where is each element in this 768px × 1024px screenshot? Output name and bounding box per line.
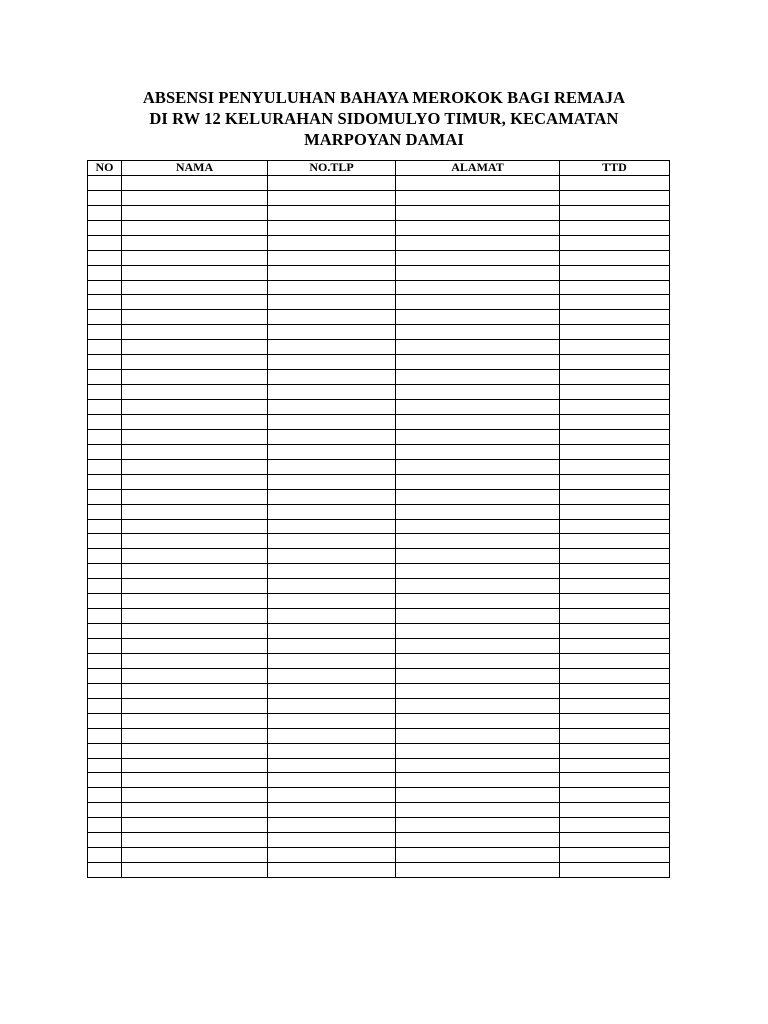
cell-ttd (560, 265, 670, 280)
cell-nama (122, 519, 268, 534)
cell-no-tlp (268, 325, 396, 340)
header-no-tlp: NO.TLP (268, 161, 396, 176)
table-row (88, 534, 670, 549)
cell-no (88, 370, 122, 385)
cell-alamat (396, 788, 560, 803)
cell-no (88, 668, 122, 683)
document-title (0, 87, 768, 150)
cell-nama (122, 340, 268, 355)
cell-alamat (396, 459, 560, 474)
cell-no (88, 728, 122, 743)
cell-ttd (560, 220, 670, 235)
table-row (88, 385, 670, 400)
table-row (88, 683, 670, 698)
cell-no (88, 549, 122, 564)
table-row (88, 788, 670, 803)
cell-alamat (396, 698, 560, 713)
cell-no-tlp (268, 310, 396, 325)
table-row (88, 743, 670, 758)
cell-no (88, 220, 122, 235)
cell-alamat (396, 489, 560, 504)
cell-nama (122, 370, 268, 385)
table-row (88, 848, 670, 863)
cell-no-tlp (268, 773, 396, 788)
cell-alamat (396, 370, 560, 385)
cell-no-tlp (268, 728, 396, 743)
cell-no (88, 788, 122, 803)
cell-alamat (396, 639, 560, 654)
table-row (88, 295, 670, 310)
table-row (88, 310, 670, 325)
table-row (88, 444, 670, 459)
cell-alamat (396, 773, 560, 788)
cell-ttd (560, 355, 670, 370)
cell-nama (122, 549, 268, 564)
cell-no-tlp (268, 668, 396, 683)
cell-no-tlp (268, 848, 396, 863)
cell-alamat (396, 833, 560, 848)
cell-no (88, 325, 122, 340)
table-row (88, 280, 670, 295)
cell-no (88, 863, 122, 878)
cell-no-tlp (268, 504, 396, 519)
cell-ttd (560, 579, 670, 594)
cell-no (88, 609, 122, 624)
cell-alamat (396, 220, 560, 235)
cell-nama (122, 848, 268, 863)
cell-ttd (560, 624, 670, 639)
cell-no (88, 459, 122, 474)
cell-no-tlp (268, 639, 396, 654)
cell-no (88, 175, 122, 190)
cell-alamat (396, 534, 560, 549)
cell-ttd (560, 863, 670, 878)
cell-alamat (396, 549, 560, 564)
cell-no (88, 190, 122, 205)
cell-alamat (396, 414, 560, 429)
table-row (88, 668, 670, 683)
cell-no-tlp (268, 564, 396, 579)
table-row (88, 609, 670, 624)
title-line-2: DI RW 12 KELURAHAN SIDOMULYO TIMUR, KECAMATAN (149, 109, 619, 128)
cell-no-tlp (268, 414, 396, 429)
table-row (88, 504, 670, 519)
cell-nama (122, 758, 268, 773)
cell-no-tlp (268, 295, 396, 310)
cell-ttd (560, 235, 670, 250)
cell-no (88, 683, 122, 698)
cell-alamat (396, 310, 560, 325)
cell-no-tlp (268, 205, 396, 220)
table-header-row (88, 161, 670, 176)
cell-no-tlp (268, 683, 396, 698)
cell-nama (122, 653, 268, 668)
cell-no-tlp (268, 758, 396, 773)
cell-nama (122, 713, 268, 728)
table-row (88, 594, 670, 609)
header-nama: NAMA (122, 161, 268, 176)
cell-no (88, 280, 122, 295)
cell-alamat (396, 758, 560, 773)
cell-no (88, 773, 122, 788)
cell-no-tlp (268, 370, 396, 385)
cell-nama (122, 803, 268, 818)
cell-ttd (560, 788, 670, 803)
table-row (88, 624, 670, 639)
cell-no-tlp (268, 788, 396, 803)
cell-no-tlp (268, 175, 396, 190)
cell-no-tlp (268, 340, 396, 355)
cell-no-tlp (268, 624, 396, 639)
table-row (88, 459, 670, 474)
cell-no-tlp (268, 803, 396, 818)
cell-nama (122, 579, 268, 594)
table-row (88, 414, 670, 429)
cell-alamat (396, 429, 560, 444)
cell-no-tlp (268, 713, 396, 728)
table-row (88, 175, 670, 190)
table-row (88, 355, 670, 370)
cell-alamat (396, 175, 560, 190)
cell-ttd (560, 564, 670, 579)
attendance-table-container (87, 160, 669, 878)
cell-ttd (560, 534, 670, 549)
cell-no (88, 519, 122, 534)
cell-nama (122, 474, 268, 489)
table-row (88, 758, 670, 773)
cell-no-tlp (268, 429, 396, 444)
cell-no-tlp (268, 355, 396, 370)
cell-nama (122, 175, 268, 190)
table-row (88, 220, 670, 235)
cell-nama (122, 624, 268, 639)
cell-nama (122, 310, 268, 325)
cell-ttd (560, 758, 670, 773)
cell-nama (122, 444, 268, 459)
cell-ttd (560, 683, 670, 698)
cell-ttd (560, 743, 670, 758)
cell-nama (122, 773, 268, 788)
table-row (88, 639, 670, 654)
cell-no-tlp (268, 444, 396, 459)
cell-no (88, 833, 122, 848)
cell-ttd (560, 833, 670, 848)
cell-ttd (560, 325, 670, 340)
cell-alamat (396, 190, 560, 205)
cell-no-tlp (268, 549, 396, 564)
cell-ttd (560, 653, 670, 668)
cell-ttd (560, 519, 670, 534)
cell-no-tlp (268, 653, 396, 668)
cell-nama (122, 609, 268, 624)
cell-ttd (560, 190, 670, 205)
cell-alamat (396, 609, 560, 624)
cell-nama (122, 235, 268, 250)
cell-nama (122, 863, 268, 878)
table-row (88, 713, 670, 728)
table-row (88, 235, 670, 250)
table-row (88, 474, 670, 489)
table-row (88, 549, 670, 564)
cell-nama (122, 414, 268, 429)
cell-alamat (396, 743, 560, 758)
cell-alamat (396, 340, 560, 355)
cell-ttd (560, 773, 670, 788)
cell-nama (122, 355, 268, 370)
cell-ttd (560, 340, 670, 355)
cell-no (88, 743, 122, 758)
cell-alamat (396, 863, 560, 878)
cell-no (88, 340, 122, 355)
cell-alamat (396, 295, 560, 310)
table-row (88, 833, 670, 848)
cell-nama (122, 280, 268, 295)
cell-alamat (396, 579, 560, 594)
cell-alamat (396, 668, 560, 683)
cell-ttd (560, 713, 670, 728)
cell-nama (122, 504, 268, 519)
cell-ttd (560, 414, 670, 429)
cell-nama (122, 220, 268, 235)
cell-alamat (396, 400, 560, 415)
cell-nama (122, 743, 268, 758)
table-row (88, 250, 670, 265)
cell-alamat (396, 385, 560, 400)
cell-nama (122, 698, 268, 713)
cell-ttd (560, 400, 670, 415)
cell-alamat (396, 564, 560, 579)
cell-ttd (560, 728, 670, 743)
cell-nama (122, 818, 268, 833)
cell-ttd (560, 444, 670, 459)
cell-no-tlp (268, 743, 396, 758)
cell-no-tlp (268, 594, 396, 609)
cell-no (88, 803, 122, 818)
cell-alamat (396, 624, 560, 639)
cell-alamat (396, 713, 560, 728)
cell-no-tlp (268, 474, 396, 489)
table-row (88, 370, 670, 385)
cell-no (88, 758, 122, 773)
cell-ttd (560, 803, 670, 818)
cell-ttd (560, 370, 670, 385)
cell-no-tlp (268, 250, 396, 265)
cell-no-tlp (268, 235, 396, 250)
table-body (88, 175, 670, 877)
cell-no-tlp (268, 220, 396, 235)
cell-no (88, 534, 122, 549)
cell-nama (122, 295, 268, 310)
cell-ttd (560, 668, 670, 683)
cell-no (88, 489, 122, 504)
cell-no (88, 444, 122, 459)
cell-no (88, 310, 122, 325)
cell-ttd (560, 609, 670, 624)
table-row (88, 190, 670, 205)
header-no: NO (88, 161, 122, 176)
table-row (88, 489, 670, 504)
cell-ttd (560, 385, 670, 400)
cell-no-tlp (268, 863, 396, 878)
table-row (88, 519, 670, 534)
cell-alamat (396, 205, 560, 220)
cell-no-tlp (268, 698, 396, 713)
cell-no (88, 414, 122, 429)
cell-ttd (560, 474, 670, 489)
table-row (88, 205, 670, 220)
cell-no-tlp (268, 400, 396, 415)
cell-no (88, 624, 122, 639)
cell-no (88, 400, 122, 415)
cell-no-tlp (268, 280, 396, 295)
cell-no (88, 579, 122, 594)
cell-no-tlp (268, 190, 396, 205)
cell-no (88, 848, 122, 863)
cell-ttd (560, 848, 670, 863)
cell-nama (122, 788, 268, 803)
cell-no (88, 429, 122, 444)
cell-no (88, 295, 122, 310)
cell-alamat (396, 265, 560, 280)
cell-no-tlp (268, 385, 396, 400)
cell-alamat (396, 250, 560, 265)
cell-ttd (560, 429, 670, 444)
cell-nama (122, 639, 268, 654)
cell-ttd (560, 594, 670, 609)
cell-alamat (396, 280, 560, 295)
cell-nama (122, 429, 268, 444)
cell-nama (122, 325, 268, 340)
cell-nama (122, 205, 268, 220)
cell-alamat (396, 444, 560, 459)
table-row (88, 400, 670, 415)
cell-alamat (396, 594, 560, 609)
cell-ttd (560, 639, 670, 654)
cell-alamat (396, 474, 560, 489)
title-line-3: MARPOYAN DAMAI (304, 130, 464, 149)
cell-nama (122, 728, 268, 743)
cell-ttd (560, 205, 670, 220)
cell-no (88, 639, 122, 654)
cell-nama (122, 459, 268, 474)
cell-no-tlp (268, 579, 396, 594)
cell-ttd (560, 459, 670, 474)
cell-ttd (560, 504, 670, 519)
cell-ttd (560, 489, 670, 504)
cell-nama (122, 385, 268, 400)
cell-ttd (560, 549, 670, 564)
cell-no (88, 474, 122, 489)
table-row (88, 340, 670, 355)
cell-nama (122, 668, 268, 683)
cell-ttd (560, 698, 670, 713)
cell-nama (122, 190, 268, 205)
table-row (88, 564, 670, 579)
header-ttd: TTD (560, 161, 670, 176)
cell-no (88, 653, 122, 668)
cell-alamat (396, 728, 560, 743)
cell-alamat (396, 504, 560, 519)
cell-alamat (396, 683, 560, 698)
cell-no (88, 250, 122, 265)
cell-no-tlp (268, 489, 396, 504)
cell-ttd (560, 310, 670, 325)
cell-nama (122, 400, 268, 415)
cell-nama (122, 265, 268, 280)
cell-alamat (396, 355, 560, 370)
table-row (88, 325, 670, 340)
cell-no (88, 594, 122, 609)
header-alamat: ALAMAT (396, 161, 560, 176)
cell-alamat (396, 653, 560, 668)
cell-no-tlp (268, 265, 396, 280)
cell-no-tlp (268, 459, 396, 474)
cell-no (88, 265, 122, 280)
cell-nama (122, 250, 268, 265)
cell-no (88, 564, 122, 579)
cell-no (88, 235, 122, 250)
cell-nama (122, 683, 268, 698)
attendance-table (87, 160, 670, 878)
table-row (88, 653, 670, 668)
cell-nama (122, 564, 268, 579)
cell-no (88, 355, 122, 370)
table-row (88, 579, 670, 594)
table-row (88, 698, 670, 713)
cell-no-tlp (268, 818, 396, 833)
table-row (88, 863, 670, 878)
cell-alamat (396, 818, 560, 833)
cell-ttd (560, 175, 670, 190)
title-line-1: ABSENSI PENYULUHAN BAHAYA MEROKOK BAGI REMAJA (142, 88, 626, 107)
cell-ttd (560, 280, 670, 295)
cell-no (88, 504, 122, 519)
cell-nama (122, 534, 268, 549)
cell-no-tlp (268, 609, 396, 624)
cell-alamat (396, 519, 560, 534)
cell-no (88, 818, 122, 833)
cell-no (88, 698, 122, 713)
cell-ttd (560, 250, 670, 265)
table-row (88, 728, 670, 743)
cell-nama (122, 833, 268, 848)
cell-ttd (560, 818, 670, 833)
cell-alamat (396, 325, 560, 340)
cell-no-tlp (268, 519, 396, 534)
cell-ttd (560, 295, 670, 310)
cell-alamat (396, 235, 560, 250)
cell-nama (122, 594, 268, 609)
cell-nama (122, 489, 268, 504)
cell-no-tlp (268, 833, 396, 848)
table-row (88, 265, 670, 280)
table-row (88, 773, 670, 788)
cell-no-tlp (268, 534, 396, 549)
cell-no (88, 385, 122, 400)
table-row (88, 803, 670, 818)
cell-no (88, 713, 122, 728)
cell-alamat (396, 803, 560, 818)
cell-no (88, 205, 122, 220)
table-row (88, 429, 670, 444)
cell-alamat (396, 848, 560, 863)
table-row (88, 818, 670, 833)
